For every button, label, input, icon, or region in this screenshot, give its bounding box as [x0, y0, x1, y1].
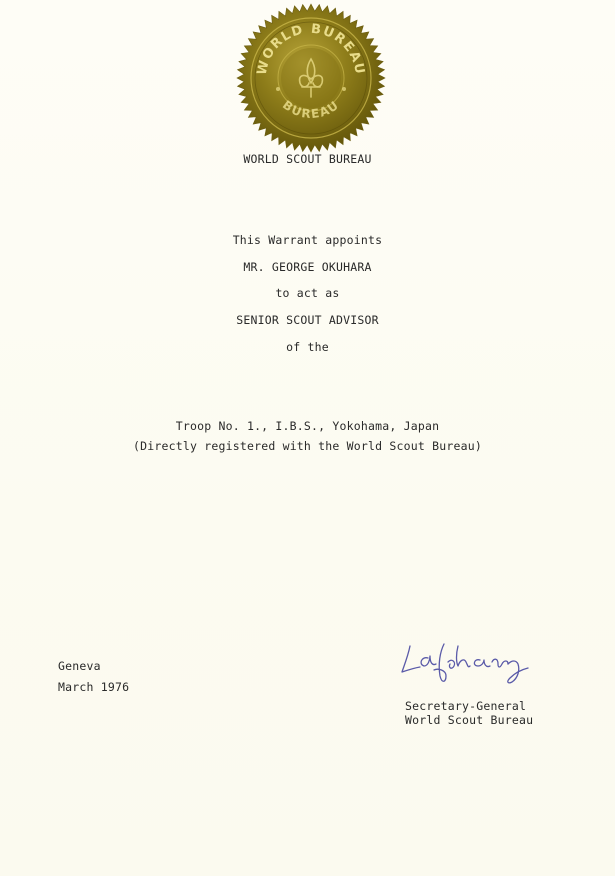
signatory-organization: World Scout Bureau	[405, 713, 534, 727]
issue-place: Geneva	[58, 659, 101, 673]
organization-heading: WORLD SCOUT BUREAU	[243, 152, 372, 166]
seal-text-bottom: BUREAU	[279, 97, 343, 122]
seal-text-top: WORLD BUREAU	[254, 21, 368, 77]
appointee-name: MR. GEORGE OKUHARA	[243, 260, 372, 274]
warrant-of-the: of the	[286, 340, 329, 354]
troop-unit: Troop No. 1., I.B.S., Yokohama, Japan	[175, 419, 440, 433]
warrant-to-act: to act as	[275, 286, 340, 300]
appointed-position: SENIOR SCOUT ADVISOR	[236, 313, 379, 327]
registration-note: (Directly registered with the World Scout Bureau)	[132, 439, 483, 453]
signatory-title: Secretary-General	[405, 699, 527, 713]
issue-date: March 1976	[58, 680, 130, 694]
handwritten-signature	[398, 632, 533, 694]
gold-seal	[236, 3, 386, 153]
warrant-intro: This Warrant appoints	[232, 233, 383, 247]
